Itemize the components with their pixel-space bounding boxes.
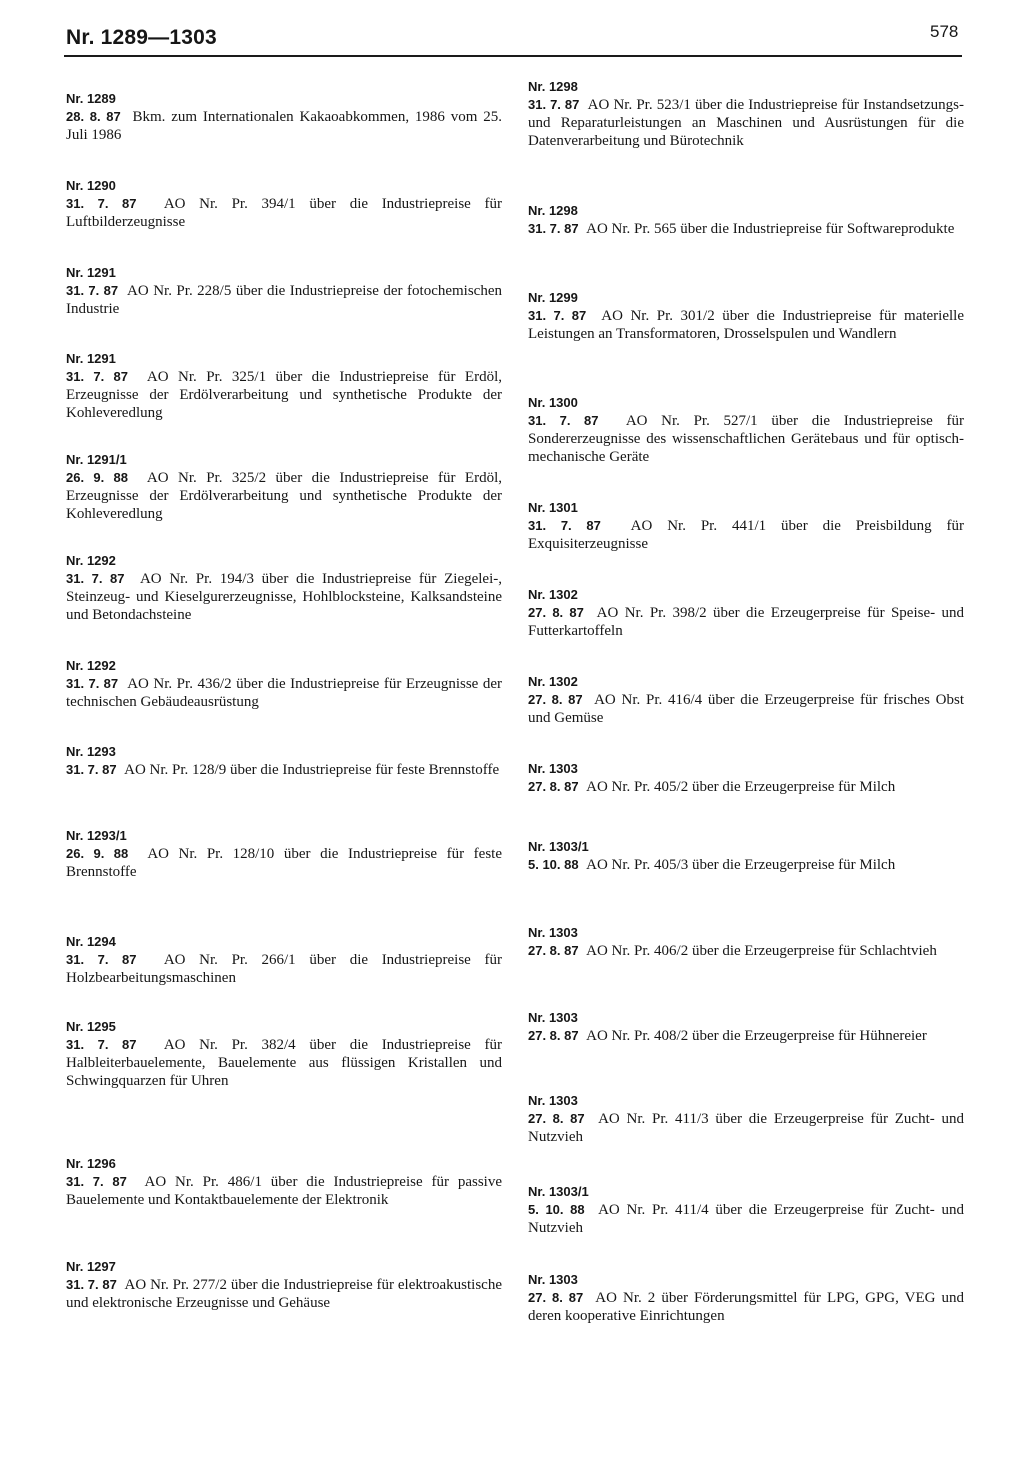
entry-text: AO Nr. Pr. 128/10 über die Industriepreise für feste Brennstoffe bbox=[66, 846, 502, 880]
page-title: Nr. 1289—1303 bbox=[66, 26, 217, 49]
entry-number: Nr. 1291 bbox=[66, 351, 116, 366]
list-item bbox=[528, 760, 964, 796]
entry-body bbox=[528, 1201, 964, 1237]
entry-number: Nr. 1292 bbox=[66, 553, 116, 568]
entry-body bbox=[66, 282, 502, 318]
entry-number: Nr. 1301 bbox=[528, 500, 578, 515]
entry-text: AO Nr. Pr. 416/4 über die Erzeugerpreise für frisches Obst und Gemüse bbox=[528, 692, 964, 726]
entry-number: Nr. 1303/1 bbox=[528, 839, 589, 854]
entry-body bbox=[66, 368, 502, 422]
list-item bbox=[528, 499, 964, 553]
entry-number: Nr. 1291 bbox=[66, 265, 116, 280]
entry-text: AO Nr. Pr. 527/1 über die Industriepreise für Sondererzeugnisse des wissenschaftlichen Gerätebaus und für optisch-mechanische Geräte bbox=[528, 413, 964, 465]
entry-date: 31. 7. 87 bbox=[66, 952, 137, 967]
list-item bbox=[66, 451, 502, 523]
entry-date: 27. 8. 87 bbox=[528, 1290, 584, 1305]
entry-text: AO Nr. Pr. 398/2 über die Erzeugerpreise für Speise- und Futterkartoffeln bbox=[528, 605, 964, 639]
entry-number: Nr. 1303 bbox=[528, 1010, 578, 1025]
entry-body bbox=[528, 604, 964, 640]
entry-body bbox=[528, 856, 964, 874]
entry-number: Nr. 1293 bbox=[66, 744, 116, 759]
entry-text: Bkm. zum Internationalen Kakaoabkommen, 1986 vom 25. Juli 1986 bbox=[66, 109, 502, 143]
list-item bbox=[66, 90, 502, 144]
entry-number: Nr. 1302 bbox=[528, 587, 578, 602]
entry-text: AO Nr. Pr. 523/1 über die Industriepreise für Instandsetzungs- und Reparaturleistungen an Maschinen und Ausrüstungen für die Datenverarbeitung und Bürotechnik bbox=[528, 97, 964, 149]
list-item bbox=[528, 673, 964, 727]
entry-date: 31. 7. 87 bbox=[66, 283, 119, 298]
entry-text: AO Nr. Pr. 194/3 über die Industriepreise für Ziegelei-, Steinzeug- und Kieselgurerzeugnisse, Hohlblocksteine, Kalksandsteine und Betondachsteine bbox=[66, 571, 502, 623]
entry-body bbox=[66, 761, 502, 779]
entry-body bbox=[528, 96, 964, 150]
entry-body bbox=[528, 691, 964, 727]
entry-date: 31. 7. 87 bbox=[66, 762, 117, 777]
entry-number: Nr. 1291/1 bbox=[66, 452, 127, 467]
entry-date: 27. 8. 87 bbox=[528, 779, 579, 794]
entry-date: 31. 7. 87 bbox=[528, 308, 587, 323]
entry-number: Nr. 1303/1 bbox=[528, 1184, 589, 1199]
entry-number: Nr. 1303 bbox=[528, 1272, 578, 1287]
entry-number: Nr. 1297 bbox=[66, 1259, 116, 1274]
entry-number: Nr. 1292 bbox=[66, 658, 116, 673]
entry-date: 28. 8. 87 bbox=[66, 109, 121, 124]
entry-number: Nr. 1295 bbox=[66, 1019, 116, 1034]
entry-body bbox=[528, 1027, 964, 1045]
entry-text: AO Nr. Pr. 266/1 über die Industriepreise für Holzbearbeitungsmaschinen bbox=[66, 952, 502, 986]
entry-body bbox=[66, 1276, 502, 1312]
list-item bbox=[528, 78, 964, 150]
entry-body bbox=[528, 307, 964, 343]
entry-date: 27. 8. 87 bbox=[528, 1111, 585, 1126]
entry-text: AO Nr. Pr. 325/2 über die Industriepreise für Erdöl, Erzeugnisse der Erdölverarbeitung und synthetische Produkte der Kohleveredlung bbox=[66, 470, 503, 522]
entry-date: 26. 9. 88 bbox=[66, 470, 128, 485]
entry-body bbox=[528, 942, 964, 960]
entry-number: Nr. 1289 bbox=[66, 91, 116, 106]
entry-body bbox=[528, 412, 964, 466]
list-item bbox=[528, 394, 964, 466]
entry-date: 31. 7. 87 bbox=[66, 369, 128, 384]
list-item bbox=[66, 933, 502, 987]
entry-date: 5. 10. 88 bbox=[528, 857, 579, 872]
entry-date: 31. 7. 87 bbox=[528, 413, 599, 428]
list-item bbox=[528, 1271, 964, 1325]
entry-text: AO Nr. Pr. 486/1 über die Industriepreise für passive Bauelemente und Kontaktbauelemente der Elektronik bbox=[66, 1174, 502, 1208]
entry-number: Nr. 1290 bbox=[66, 178, 116, 193]
entry-text: AO Nr. 2 über Förderungsmittel für LPG, GPG, VEG und deren kooperative Einrichtungen bbox=[528, 1290, 964, 1324]
entry-text: AO Nr. Pr. 325/1 über die Industriepreise für Erdöl, Erzeugnisse der Erdölverarbeitung und synthetische Produkte der Kohleveredlung bbox=[66, 369, 503, 421]
list-item bbox=[528, 1183, 964, 1237]
list-item bbox=[528, 924, 964, 960]
entry-text: AO Nr. Pr. 405/2 über die Erzeugerpreise für Milch bbox=[586, 779, 896, 795]
list-item bbox=[66, 264, 502, 318]
entry-number: Nr. 1303 bbox=[528, 761, 578, 776]
list-item bbox=[528, 202, 964, 238]
entry-text: AO Nr. Pr. 301/2 über die Industriepreise für materielle Leistungen an Transformatoren, Drosselspulen und Wandlern bbox=[528, 308, 964, 342]
entry-text: AO Nr. Pr. 228/5 über die Industriepreise der fotochemischen Industrie bbox=[66, 283, 502, 317]
list-item bbox=[528, 289, 964, 343]
entry-text: AO Nr. Pr. 382/4 über die Industriepreise für Halbleiterbauelemente, Bauelemente aus flüssigen Kristallen und Schwingquarzen für Uhren bbox=[66, 1037, 502, 1089]
entry-number: Nr. 1298 bbox=[528, 79, 578, 94]
entry-body bbox=[66, 570, 502, 624]
entry-text: AO Nr. Pr. 441/1 über die Preisbildung für Exquisiterzeugnisse bbox=[528, 518, 964, 552]
entry-number: Nr. 1296 bbox=[66, 1156, 116, 1171]
entry-body bbox=[66, 845, 502, 881]
entry-date: 5. 10. 88 bbox=[528, 1202, 585, 1217]
entry-body bbox=[528, 517, 964, 553]
entry-number: Nr. 1294 bbox=[66, 934, 116, 949]
entry-date: 31. 7. 87 bbox=[66, 1037, 137, 1052]
entry-number: Nr. 1293/1 bbox=[66, 828, 127, 843]
entry-text: AO Nr. Pr. 405/3 über die Erzeugerpreise für Milch bbox=[586, 857, 896, 873]
list-item bbox=[66, 827, 502, 881]
list-item bbox=[66, 743, 502, 779]
entry-body bbox=[66, 951, 502, 987]
list-item bbox=[66, 657, 502, 711]
entry-body bbox=[66, 108, 502, 144]
entry-date: 31. 7. 87 bbox=[528, 518, 601, 533]
entry-date: 31. 7. 87 bbox=[528, 97, 580, 112]
entry-text: AO Nr. Pr. 565 über die Industriepreise für Softwareprodukte bbox=[586, 221, 955, 237]
list-item bbox=[66, 552, 502, 624]
entry-body bbox=[528, 1110, 964, 1146]
page-number: 578 bbox=[930, 22, 959, 41]
entry-date: 31. 7. 87 bbox=[528, 221, 579, 236]
entry-date: 31. 7. 87 bbox=[66, 571, 125, 586]
entry-date: 31. 7. 87 bbox=[66, 676, 119, 691]
entry-date: 27. 8. 87 bbox=[528, 692, 583, 707]
entry-number: Nr. 1303 bbox=[528, 1093, 578, 1108]
entry-body bbox=[66, 1173, 502, 1209]
list-item bbox=[528, 586, 964, 640]
entry-text: AO Nr. Pr. 394/1 über die Industriepreise für Luftbilderzeugnisse bbox=[66, 196, 502, 230]
entry-body bbox=[66, 195, 502, 231]
entry-body bbox=[528, 778, 964, 796]
entry-text: AO Nr. Pr. 128/9 über die Industriepreise für feste Brennstoffe bbox=[124, 762, 500, 778]
list-item bbox=[66, 1258, 502, 1312]
entry-number: Nr. 1298 bbox=[528, 203, 578, 218]
list-item bbox=[66, 350, 502, 422]
entry-number: Nr. 1299 bbox=[528, 290, 578, 305]
entry-text: AO Nr. Pr. 411/4 über die Erzeugerpreise für Zucht- und Nutzvieh bbox=[528, 1202, 964, 1236]
list-item bbox=[66, 1155, 502, 1209]
list-item bbox=[66, 1018, 502, 1090]
entry-date: 31. 7. 87 bbox=[66, 196, 137, 211]
list-item bbox=[66, 177, 502, 231]
entry-date: 26. 9. 88 bbox=[66, 846, 129, 861]
entry-text: AO Nr. Pr. 408/2 über die Erzeugerpreise für Hühnereier bbox=[586, 1028, 927, 1044]
entry-body bbox=[528, 220, 964, 238]
entry-date: 27. 8. 87 bbox=[528, 943, 579, 958]
entry-body bbox=[528, 1289, 964, 1325]
entry-date: 31. 7. 87 bbox=[66, 1174, 127, 1189]
list-item bbox=[528, 838, 964, 874]
entry-date: 27. 8. 87 bbox=[528, 1028, 579, 1043]
entry-number: Nr. 1300 bbox=[528, 395, 578, 410]
list-item bbox=[528, 1009, 964, 1045]
header-rule bbox=[64, 55, 962, 57]
entry-number: Nr. 1303 bbox=[528, 925, 578, 940]
entry-date: 31. 7. 87 bbox=[66, 1277, 117, 1292]
list-item bbox=[528, 1092, 964, 1146]
entry-body bbox=[66, 1036, 502, 1090]
entry-number: Nr. 1302 bbox=[528, 674, 578, 689]
entry-text: AO Nr. Pr. 436/2 über die Industriepreise für Erzeugnisse der technischen Gebäudeausrüstung bbox=[66, 676, 503, 710]
entry-text: AO Nr. Pr. 277/2 über die Industriepreise für elektroakustische und elektronische Erzeugnisse und Gehäuse bbox=[66, 1277, 502, 1311]
entry-body bbox=[66, 675, 502, 711]
entry-text: AO Nr. Pr. 406/2 über die Erzeugerpreise für Schlachtvieh bbox=[586, 943, 937, 959]
entry-text: AO Nr. Pr. 411/3 über die Erzeugerpreise für Zucht- und Nutzvieh bbox=[528, 1111, 964, 1145]
entry-body bbox=[66, 469, 502, 523]
entry-date: 27. 8. 87 bbox=[528, 605, 584, 620]
